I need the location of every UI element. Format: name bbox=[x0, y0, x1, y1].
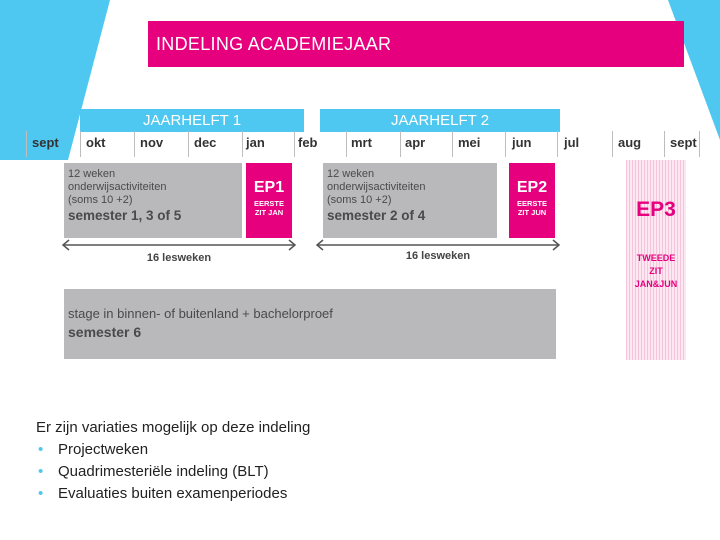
month-divider bbox=[26, 131, 27, 157]
exam-period-3 bbox=[626, 160, 686, 360]
month-divider bbox=[664, 131, 665, 157]
semester-label: semester 2 of 4 bbox=[327, 208, 426, 223]
exam-period-2 bbox=[509, 163, 555, 238]
note-intro: Er zijn variaties mogelijk op deze indeling bbox=[36, 419, 311, 436]
month-divider bbox=[612, 131, 613, 157]
exam-period-sub: TWEEDE ZIT JAN&JUN bbox=[634, 253, 678, 289]
list-item: • Quadrimesteriële indeling (BLT) bbox=[36, 461, 456, 483]
exam-period-sub: EERSTE ZIT JAN bbox=[253, 199, 284, 217]
month-divider bbox=[242, 131, 243, 157]
teaching-weeks-label: 16 lesweken bbox=[146, 252, 212, 264]
variations-list bbox=[36, 439, 456, 505]
month-divider bbox=[80, 131, 81, 157]
block-text: onderwijsactiviteiten bbox=[327, 181, 426, 193]
internship-block bbox=[64, 289, 556, 359]
month-divider bbox=[699, 131, 700, 157]
semester-block-2 bbox=[323, 163, 497, 238]
month-divider bbox=[400, 131, 401, 157]
teaching-weeks-label: 16 lesweken bbox=[405, 250, 471, 262]
month-label: aug bbox=[618, 135, 642, 150]
month-label: nov bbox=[140, 135, 164, 150]
month-label: apr bbox=[405, 135, 426, 150]
month-divider bbox=[134, 131, 135, 157]
month-label: sept bbox=[670, 135, 697, 150]
month-divider bbox=[346, 131, 347, 157]
list-item: • Projectweken bbox=[36, 439, 456, 461]
exam-period-sub: EERSTE ZIT JUN bbox=[516, 199, 547, 217]
month-divider bbox=[188, 131, 189, 157]
year-half-2: JAARHELFT 2 bbox=[320, 109, 560, 132]
month-label: feb bbox=[298, 135, 318, 150]
block-text: (soms 10 +2) bbox=[68, 194, 133, 206]
block-text: (soms 10 +2) bbox=[327, 194, 392, 206]
month-label: mrt bbox=[351, 135, 372, 150]
internship-text: stage in binnen- of buitenland + bachelorproef bbox=[68, 306, 333, 321]
block-text: onderwijsactiviteiten bbox=[68, 181, 167, 193]
page-title: INDELING ACADEMIEJAAR bbox=[148, 21, 684, 67]
month-label: sept bbox=[32, 135, 59, 150]
month-divider bbox=[294, 131, 295, 157]
block-text: 12 weken bbox=[68, 168, 116, 180]
month-divider bbox=[505, 131, 506, 157]
semester-block-1 bbox=[64, 163, 242, 238]
semester-label: semester 6 bbox=[68, 324, 142, 340]
semester-label: semester 1, 3 of 5 bbox=[68, 208, 182, 223]
month-label: jan bbox=[246, 135, 265, 150]
exam-period-label: EP2 bbox=[516, 179, 548, 196]
month-label: dec bbox=[194, 135, 217, 150]
exam-period-label: EP1 bbox=[253, 179, 285, 196]
exam-period-1 bbox=[246, 163, 292, 238]
month-label: mei bbox=[458, 135, 481, 150]
list-item: • Evaluaties buiten examenperiodes bbox=[36, 483, 456, 505]
variations-note bbox=[36, 417, 456, 505]
double-arrow-icon bbox=[60, 239, 298, 251]
year-half-1: JAARHELFT 1 bbox=[80, 109, 304, 132]
month-row bbox=[26, 131, 700, 157]
month-divider bbox=[557, 131, 558, 157]
exam-period-label: EP3 bbox=[636, 198, 676, 221]
month-label: okt bbox=[86, 135, 106, 150]
month-label: jun bbox=[512, 135, 532, 150]
month-divider bbox=[452, 131, 453, 157]
block-text: 12 weken bbox=[327, 168, 375, 180]
month-label: jul bbox=[564, 135, 580, 150]
